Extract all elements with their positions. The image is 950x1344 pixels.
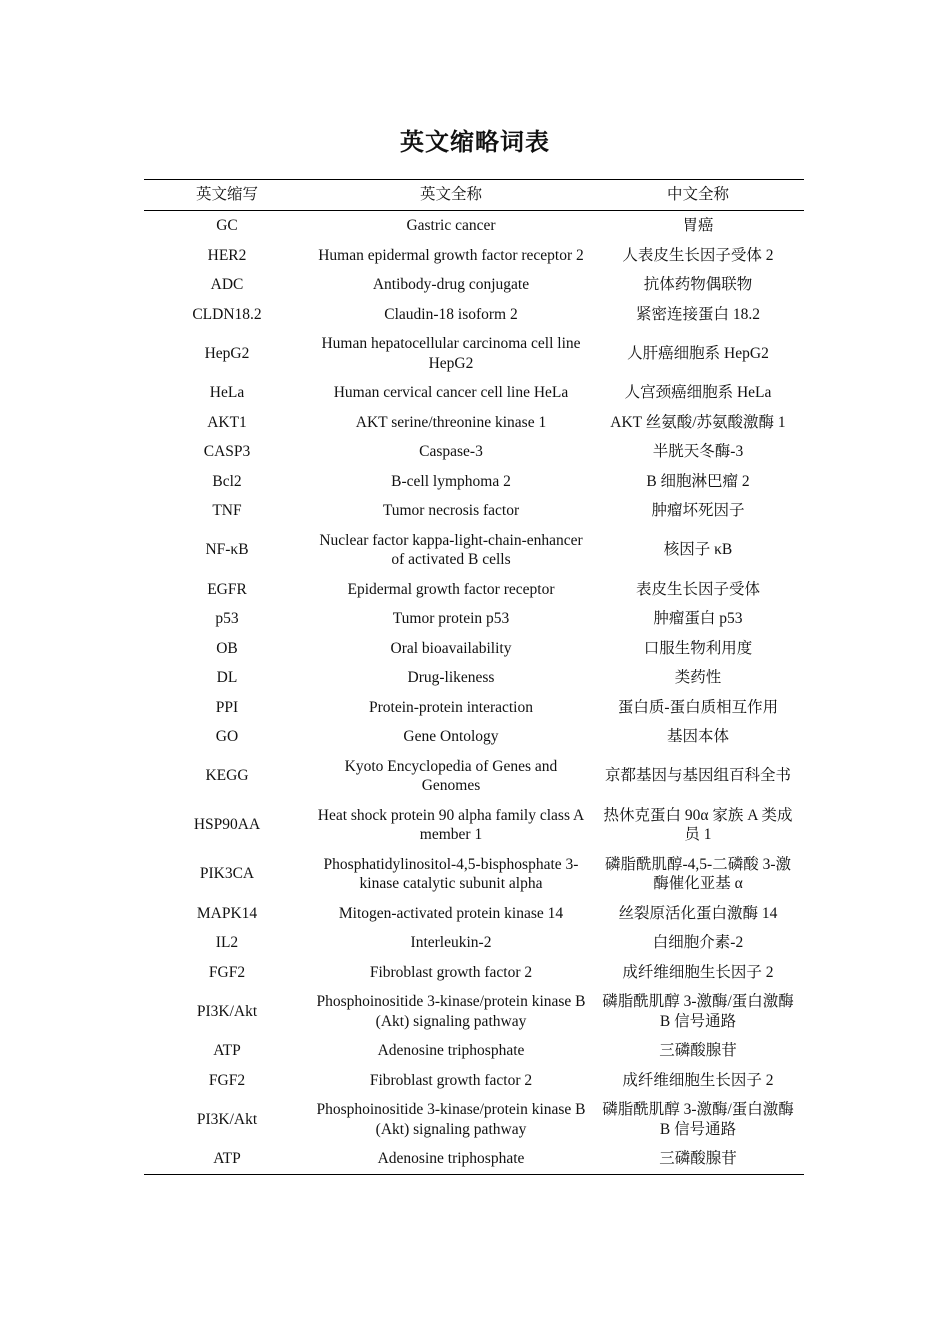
chinese-name-cell: 蛋白质-蛋白质相互作用 — [617, 698, 779, 716]
table-row — [144, 437, 804, 467]
abbreviation-cell: PI3K/Akt — [196, 1002, 258, 1020]
table-row — [144, 958, 804, 988]
abbreviation-cell: ATP — [213, 1042, 241, 1059]
english-name-cell: Phosphatidylinositol-4,5-bisphosphate 3-kinase catalytic subunit alpha — [323, 855, 579, 892]
abbreviation-cell: PPI — [215, 698, 239, 716]
table-row — [144, 1144, 804, 1174]
abbreviation-cell: CLDN18.2 — [192, 305, 262, 323]
english-name-cell: Phosphoinositide 3-kinase/protein kinase B (Akt) signaling pathway — [316, 993, 586, 1030]
english-name-cell: Fibroblast growth factor 2 — [369, 1071, 533, 1089]
table-row — [144, 634, 804, 664]
english-name-cell: Nuclear factor kappa-light-chain-enhancer of activated B cells — [319, 531, 583, 568]
english-name-cell: Human epidermal growth factor receptor 2 — [318, 246, 584, 264]
table-row — [144, 850, 804, 899]
table-row — [144, 1036, 804, 1066]
table-row — [144, 575, 804, 605]
page-title: 英文缩略词表 — [400, 128, 550, 156]
english-name-cell: B-cell lymphoma 2 — [391, 472, 511, 490]
chinese-name-cell: 表皮生长因子受体 — [635, 580, 760, 598]
english-name-cell: Adenosine triphosphate — [377, 1042, 525, 1059]
abbreviation-cell: HSP90AA — [193, 816, 261, 834]
table-row — [144, 1095, 804, 1144]
abbreviation-cell: NF-κB — [205, 541, 249, 559]
table-row — [144, 270, 804, 300]
chinese-name-cell: B 细胞淋巴瘤 2 — [646, 472, 750, 490]
chinese-name-cell: 京都基因与基因组百科全书 — [604, 767, 791, 785]
chinese-name-cell: 肿瘤蛋白 p53 — [653, 610, 743, 627]
english-name-cell: Epidermal growth factor receptor — [347, 580, 555, 598]
table-row — [144, 467, 804, 497]
english-name-cell: Adenosine triphosphate — [377, 1150, 525, 1167]
table-body — [144, 211, 804, 1175]
abbreviation-cell: HeLa — [209, 384, 245, 401]
abbreviation-cell: EGFR — [207, 580, 247, 598]
table-row — [144, 329, 804, 378]
chinese-name-cell: 三磷酸腺苷 — [659, 1042, 737, 1059]
table-row — [144, 604, 804, 634]
english-name-cell: Antibody-drug conjugate — [372, 276, 530, 293]
english-name-cell: Caspase-3 — [419, 443, 483, 460]
chinese-name-cell: 磷脂酰肌醇-4,5-二磷酸 3-激酶催化亚基 α — [605, 855, 791, 892]
table-row — [144, 801, 804, 850]
chinese-name-cell: 抗体药物偶联物 — [643, 276, 753, 293]
chinese-name-cell: 丝裂原活化蛋白激酶 14 — [618, 904, 778, 922]
chinese-name-cell: 成纤维细胞生长因子 2 — [622, 1071, 774, 1089]
table-row — [144, 378, 804, 408]
table-row — [144, 928, 804, 958]
table-row — [144, 241, 804, 271]
chinese-name-cell: 磷脂酰肌醇 3-激酶/蛋白激酶 B 信号通路 — [602, 1101, 794, 1138]
abbreviation-cell: HER2 — [207, 246, 247, 264]
english-name-cell: Phosphoinositide 3-kinase/protein kinase B (Akt) signaling pathway — [316, 1101, 586, 1138]
chinese-name-cell: 类药性 — [674, 669, 722, 686]
chinese-name-cell: 白细胞介素-2 — [652, 934, 744, 951]
chinese-name-cell: 磷脂酰肌醇 3-激酶/蛋白激酶 B 信号通路 — [602, 993, 794, 1030]
english-name-cell: Kyoto Encyclopedia of Genes and Genomes — [344, 757, 558, 794]
chinese-name-cell: 人表皮生长因子受体 2 — [622, 246, 774, 264]
abbreviation-cell: DL — [216, 669, 238, 686]
chinese-name-cell: AKT 丝氨酸/苏氨酸激酶 1 — [610, 413, 786, 431]
abbreviation-cell: p53 — [215, 610, 239, 627]
chinese-name-cell: 三磷酸腺苷 — [659, 1150, 737, 1167]
table-row — [144, 663, 804, 693]
english-name-cell: Drug-likeness — [407, 669, 495, 686]
table-row — [144, 899, 804, 929]
chinese-name-cell: 半胱天冬酶-3 — [652, 443, 744, 460]
chinese-name-cell: 人肝癌细胞系 HepG2 — [627, 344, 769, 362]
table-row — [144, 496, 804, 526]
abbreviation-cell: ATP — [213, 1150, 241, 1167]
english-name-cell: Gene Ontology — [403, 728, 499, 745]
english-name-cell: Tumor necrosis factor — [382, 502, 520, 519]
header-chinese-full-name: 中文全称 — [666, 186, 729, 204]
table-row — [144, 722, 804, 752]
english-name-cell: Human hepatocellular carcinoma cell line HepG2 — [321, 335, 581, 372]
chinese-name-cell: 胃癌 — [682, 217, 714, 234]
abbreviation-cell: IL2 — [215, 934, 239, 951]
chinese-name-cell: 口服生物利用度 — [643, 639, 753, 657]
english-name-cell: Fibroblast growth factor 2 — [369, 963, 533, 981]
abbreviation-table — [144, 179, 804, 1175]
abbreviation-cell: KEGG — [205, 767, 249, 785]
chinese-name-cell: 肿瘤坏死因子 — [651, 502, 745, 519]
english-name-cell: Mitogen-activated protein kinase 14 — [338, 904, 564, 922]
table-row — [144, 300, 804, 330]
chinese-name-cell: 人宫颈癌细胞系 HeLa — [624, 384, 772, 401]
table-row — [144, 987, 804, 1036]
chinese-name-cell: 基因本体 — [666, 728, 729, 745]
table-row — [144, 526, 804, 575]
table-row — [144, 408, 804, 438]
chinese-name-cell: 成纤维细胞生长因子 2 — [622, 963, 774, 981]
english-name-cell: Human cervical cancer cell line HeLa — [333, 384, 569, 401]
english-name-cell: Interleukin-2 — [410, 934, 492, 951]
abbreviation-cell: TNF — [212, 502, 242, 519]
english-name-cell: AKT serine/threonine kinase 1 — [355, 413, 547, 431]
table-row — [144, 1066, 804, 1096]
abbreviation-cell: FGF2 — [208, 963, 246, 981]
english-name-cell: Heat shock protein 90 alpha family class A member 1 — [317, 806, 585, 843]
table-row — [144, 752, 804, 801]
english-name-cell: Claudin-18 isoform 2 — [384, 305, 518, 323]
header-english-full-name: 英文全称 — [419, 186, 482, 204]
abbreviation-cell: GC — [216, 217, 238, 234]
abbreviation-cell: MAPK14 — [196, 904, 258, 922]
chinese-name-cell: 热休克蛋白 90α 家族 A 类成员 1 — [603, 806, 793, 843]
table-header — [144, 180, 804, 211]
abbreviation-cell: ADC — [210, 276, 244, 293]
abbreviation-cell: AKT1 — [207, 413, 247, 431]
abbreviation-cell: Bcl2 — [212, 472, 242, 490]
abbreviation-cell: OB — [216, 639, 238, 657]
abbreviation-cell: FGF2 — [208, 1071, 246, 1089]
abbreviation-cell: PI3K/Akt — [196, 1110, 258, 1128]
english-name-cell: Gastric cancer — [406, 217, 496, 234]
table-row — [144, 211, 804, 241]
english-name-cell: Oral bioavailability — [390, 639, 512, 657]
abbreviation-cell: HepG2 — [204, 344, 250, 362]
english-name-cell: Tumor protein p53 — [392, 610, 510, 627]
abbreviation-cell: CASP3 — [203, 443, 251, 460]
header-row — [144, 180, 804, 211]
abbreviation-cell: GO — [215, 728, 239, 745]
chinese-name-cell: 核因子 κB — [663, 541, 733, 559]
chinese-name-cell: 紧密连接蛋白 18.2 — [635, 305, 760, 323]
abbreviation-cell: PIK3CA — [199, 865, 255, 883]
table-row — [144, 693, 804, 723]
english-name-cell: Protein-protein interaction — [369, 698, 533, 716]
header-abbreviation: 英文缩写 — [195, 186, 258, 204]
